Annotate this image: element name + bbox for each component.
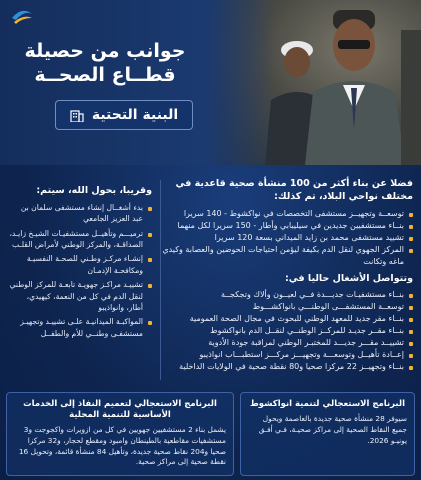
list-item: إعــادة تأهيــل وتوسعـــة وتجهيـــز مركـــز استطبـــاب انواذيبو [161, 349, 413, 361]
list-item: بنــاء وتجهيــز 22 مركزا صحيا و80 نقطة صحية في الولايات الداخلية [161, 361, 413, 373]
ongoing-heading: وتتواصل الأشغال حاليا في: [284, 272, 413, 284]
achievements-heading: فضلا عن بناء أكثر من 100 منشأة صحية قاعدية في مختلف نواحي البلاد، تم كذلك: [175, 178, 413, 202]
list-item: توسعــة المستشفـــى الوطنـــي بانواكشـــوط [161, 301, 413, 313]
list-item: المركز الجهوي لنقل الدم بكيفة ليؤمن احتياجات الحوضين والعصابة وكيدي ماغه وتكانت [161, 244, 413, 268]
local-development-program-text: يشمل بناء 2 مستشفيين جهويين في كل من ازويرات واكجوجت و3 مستشفيات مقاطعية بالطينطان وامبود ومقطع لحجار، و32 مركزا صحيا و204 نقاط صحية جديدة، وتأهيل 84 منشأة قائمة، وتحويل 16 نقطة صحية إلى مراكز صحية. [18, 425, 226, 467]
building-icon [70, 108, 84, 122]
upcoming-list [8, 202, 152, 339]
page-title [15, 40, 195, 88]
logo-icon [10, 6, 34, 26]
list-item: توسعــة وتجهيــز مستشفى التخصصات في نواكشوط - 140 سريرا [161, 208, 413, 220]
ongoing-list [161, 289, 413, 373]
list-item: المواكبـة الميدانيـة علـى تشييـد وتجهيـز مستشفـى وطنــي للأم والطفــل [8, 316, 152, 339]
list-item: ترميـــم وتأهيــل مستشفيـات الشيـخ زايـد، الصداقـة، والمركز الوطني لأمراض القلـب [8, 228, 152, 251]
list-item: بنــاء مقر جديد للمعهد الوطني للبحوث في مجال الصحة العمومية [161, 313, 413, 325]
list-item: بدء أشغــال إنشاء مستشفى سلمان بن عبد العزيز الجامعي [8, 202, 152, 225]
local-development-program-box [6, 392, 234, 476]
page-title-line2: قطــاع الصحــة [34, 63, 176, 86]
column-divider [160, 180, 161, 380]
list-item: بنــاء مستشفيـات جديـــدة فــي لعيــون وألاك وتجكجــة [161, 289, 413, 301]
list-item: بنــاء مستشفيين جديدين في سيليبابي وأطار - 150 سريرا لكل منهما [161, 220, 413, 232]
section-badge [55, 100, 193, 130]
list-item: إنشـاء مركـز وطـني للصحـة النفسيـة ومكافحـة الإدمـان [8, 253, 152, 276]
nouakchott-program-title: البرنامج الاستعجالي لتنمية انواكشوط [249, 399, 406, 409]
hero-photo [205, 0, 421, 165]
page-title-line1: جوانب من حصيلة [24, 40, 186, 62]
upcoming-heading: وقريبا، بحول الله، سيتم: [36, 185, 152, 196]
list-item: تشييـد مراكـز جهويـة تابعـة للمركز الوطني لنقل الدم في كل من النعمة، كيهيدي، أطار، وانواذيبو [8, 279, 152, 313]
upcoming-column [8, 185, 152, 342]
achievements-list [161, 208, 413, 268]
achievements-column [161, 178, 413, 373]
section-badge-label: البنية التحتية [91, 107, 179, 123]
nouakchott-program-text: سيوفر 28 منشأة صحية جديدة بالعاصمة ويحول جميع النقاط الصحية إلى مراكز صحيـة، فـي أفـق يونيـو 2026. [258, 414, 407, 445]
list-item: تشييد مستشفى محمد بن زايد الميداني بسعة 120 سريرا [161, 232, 413, 244]
nouakchott-program-box [240, 392, 415, 476]
local-development-program-title: البرنامج الاستعجالي لتعميم النفاذ إلى الخدمات الأساسية للتنمية المحلية [23, 399, 217, 421]
hero-banner [0, 0, 421, 165]
list-item: تشييــد مقـــر جديـــد للمختبـر الوطني لمراقبة جودة الأدوية [161, 337, 413, 349]
list-item: بنــاء مقــر جديـد للمركــز الوطنــي لنقــل الدم بانواكشوط [161, 325, 413, 337]
